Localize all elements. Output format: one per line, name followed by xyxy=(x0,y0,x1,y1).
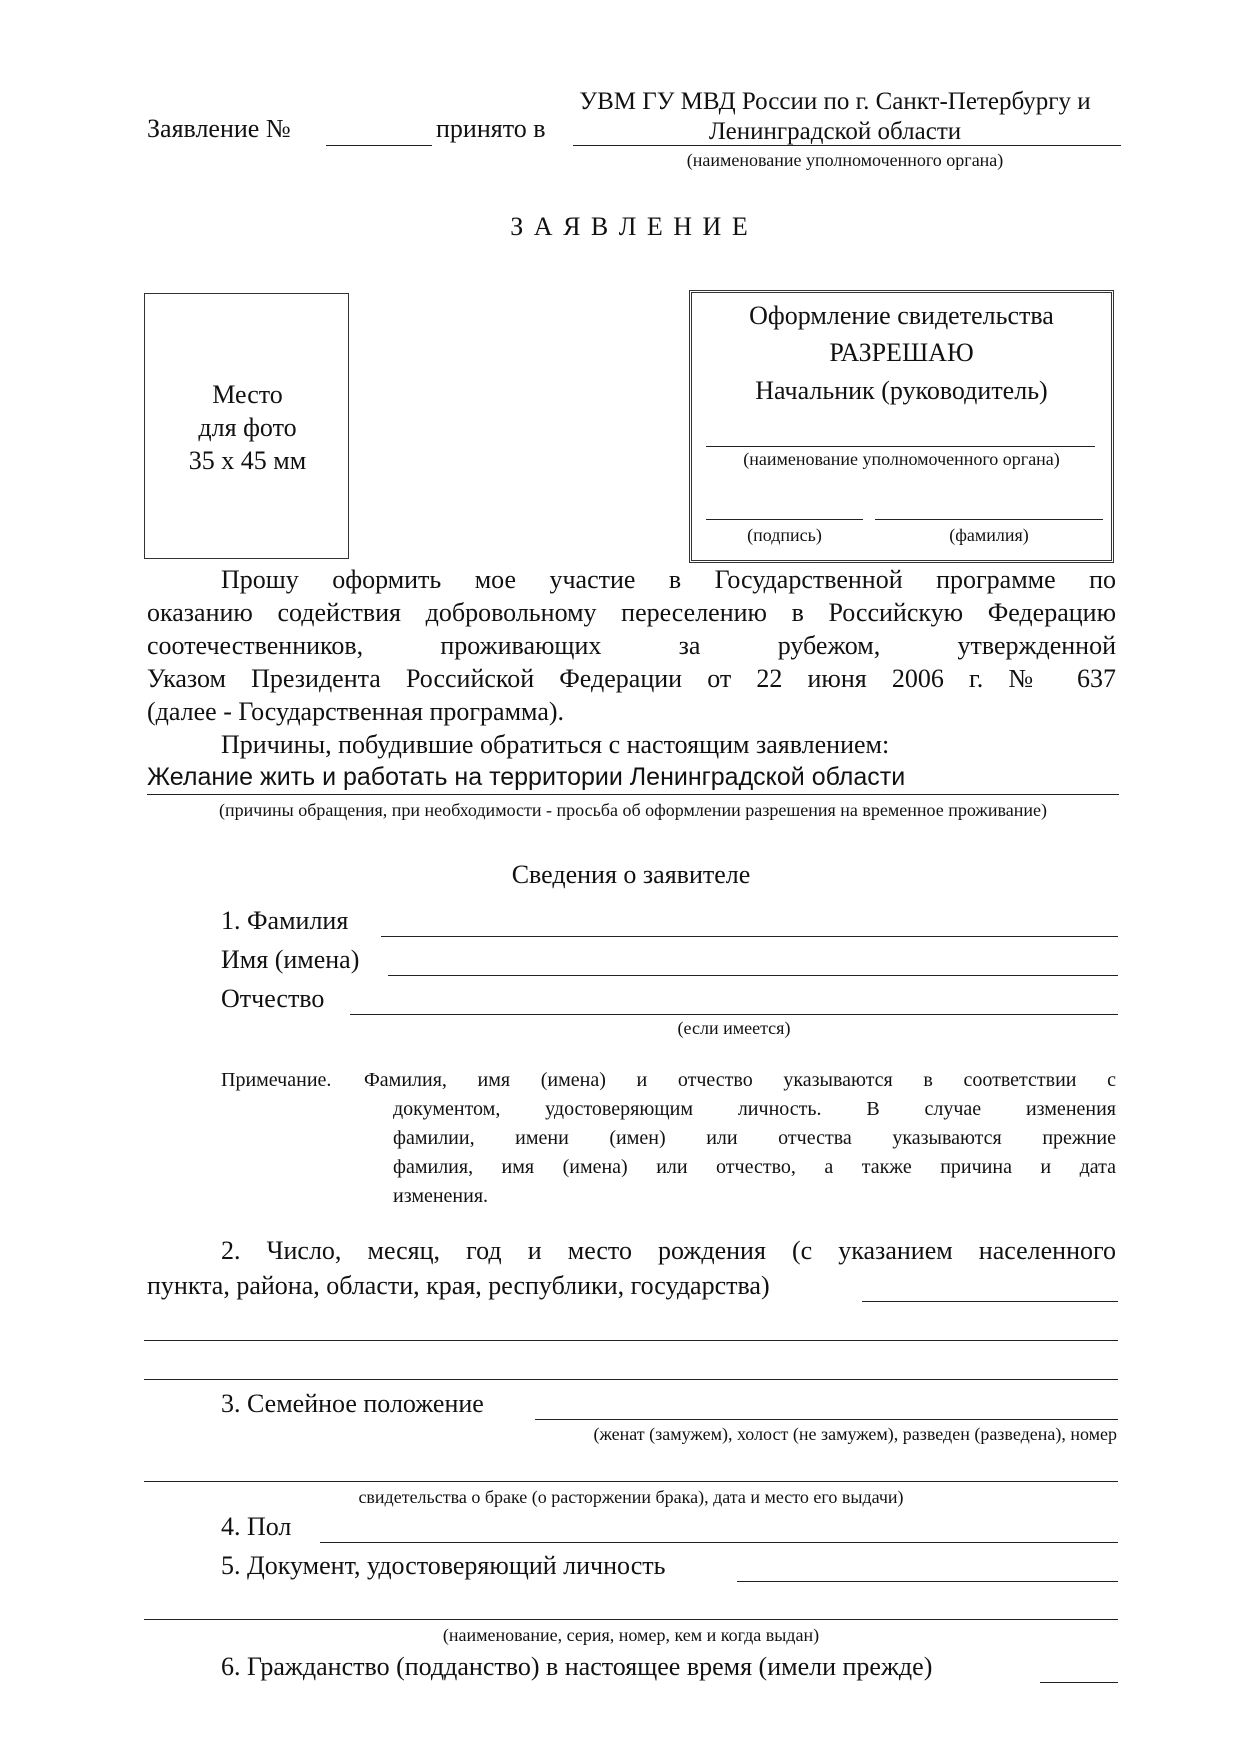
birth-label-line2: пункта, района, области, края, республики, государства) xyxy=(147,1271,770,1300)
note-line4: фамилия, имя (имена) или отчество, а также причина и дата xyxy=(393,1156,1116,1178)
marital-status-field[interactable] xyxy=(535,1419,1118,1420)
approval-stamp-box xyxy=(689,290,1114,563)
reasons-caption: (причины обращения, при необходимости - просьба об оформлении разрешения на временное проживание) xyxy=(219,800,1047,820)
id-document-label: 5. Документ, удостоверяющий личность xyxy=(221,1551,666,1580)
marital-status-caption1: (женат (замужем), холост (не замужем), разведен (разведена), номер xyxy=(593,1424,1117,1444)
approval-authority-caption: (наименование уполномоченного органа) xyxy=(743,449,1060,469)
citizenship-field[interactable] xyxy=(1040,1682,1118,1683)
reasons-value[interactable]: Желание жить и работать на территории Ленинградской области xyxy=(147,763,906,791)
approval-surname-caption: (фамилия) xyxy=(949,525,1029,545)
photo-placeholder xyxy=(144,293,349,559)
birth-field-3[interactable] xyxy=(144,1379,1118,1380)
photo-label-line3: 35 х 45 мм xyxy=(188,446,307,475)
id-document-caption: (наименование, серия, номер, кем и когда выдан) xyxy=(442,1625,820,1645)
sex-field[interactable] xyxy=(320,1542,1118,1543)
birth-field-1[interactable] xyxy=(862,1301,1118,1302)
request-text-line1: Прошу оформить мое участие в Государственной программе по xyxy=(221,565,1116,594)
surname-label: 1. Фамилия xyxy=(221,906,349,935)
authority-name-line2: Ленинградской области xyxy=(708,118,962,145)
authority-name-line1: УВМ ГУ МВД России по г. Санкт-Петербургу и xyxy=(579,88,1091,115)
approval-line2: РАЗРЕШАЮ xyxy=(829,338,974,367)
approval-signature-field[interactable] xyxy=(706,519,863,520)
approval-authority-field[interactable] xyxy=(706,446,1095,447)
marital-status-field-2[interactable] xyxy=(144,1481,1118,1482)
birth-field-2[interactable] xyxy=(144,1340,1118,1341)
photo-label-line1: Место xyxy=(212,380,283,409)
note-line3: фамилии, имени (имен) или отчества указываются прежние xyxy=(393,1127,1116,1149)
request-text-line2: оказанию содействия добровольному переселению в Российскую Федерацию xyxy=(147,598,1116,627)
application-number-field[interactable] xyxy=(326,145,432,146)
name-label: Имя (имена) xyxy=(221,945,360,974)
surname-field[interactable] xyxy=(381,936,1118,937)
approval-line1: Оформление свидетельства xyxy=(749,301,1054,330)
application-number-label: Заявление № xyxy=(147,114,291,143)
note-label: Примечание. xyxy=(221,1069,332,1091)
id-document-field-2[interactable] xyxy=(144,1619,1118,1620)
request-text-line3: соотечественников, проживающих за рубежом, утвержденной xyxy=(147,631,1116,660)
reasons-field[interactable] xyxy=(147,794,1119,795)
patronymic-field[interactable] xyxy=(350,1014,1118,1015)
document-title: З А Я В Л Е Н И Е xyxy=(510,212,750,241)
request-text-line4: Указом Президента Российской Федерации от 22 июня 2006 г. № 637 xyxy=(147,664,1116,693)
patronymic-label: Отчество xyxy=(221,984,325,1013)
citizenship-label: 6. Гражданство (подданство) в настоящее время (имели прежде) xyxy=(221,1652,933,1681)
note-line1: Фамилия, имя (имена) и отчество указываются в соответствии с xyxy=(364,1069,1116,1091)
approval-surname-field[interactable] xyxy=(875,519,1103,520)
approval-line3: Начальник (руководитель) xyxy=(755,376,1048,405)
patronymic-caption: (если имеется) xyxy=(677,1018,791,1038)
birth-label-line1: 2. Число, месяц, год и место рождения (с указанием населенного xyxy=(221,1236,1116,1265)
sex-label: 4. Пол xyxy=(221,1512,292,1541)
marital-status-caption2: свидетельства о браке (о расторжении брака), дата и место его выдачи) xyxy=(358,1487,904,1507)
authority-name-field[interactable] xyxy=(573,145,1121,146)
request-text-line5: (далее - Государственная программа). xyxy=(147,697,565,726)
approval-signature-caption: (подпись) xyxy=(747,525,822,545)
accepted-in-label: принято в xyxy=(436,114,546,143)
name-field[interactable] xyxy=(388,975,1118,976)
note-line2: документом, удостоверяющим личность. В случае изменения xyxy=(393,1098,1116,1120)
authority-caption: (наименование уполномоченного органа) xyxy=(686,150,1004,170)
id-document-field-1[interactable] xyxy=(737,1581,1118,1582)
note-line5: изменения. xyxy=(393,1185,489,1207)
photo-label-line2: для фото xyxy=(198,413,297,442)
reasons-label: Причины, побудившие обратиться с настоящим заявлением: xyxy=(221,730,890,759)
marital-status-label: 3. Семейное положение xyxy=(221,1389,484,1418)
applicant-section-title: Сведения о заявителе xyxy=(511,860,751,889)
